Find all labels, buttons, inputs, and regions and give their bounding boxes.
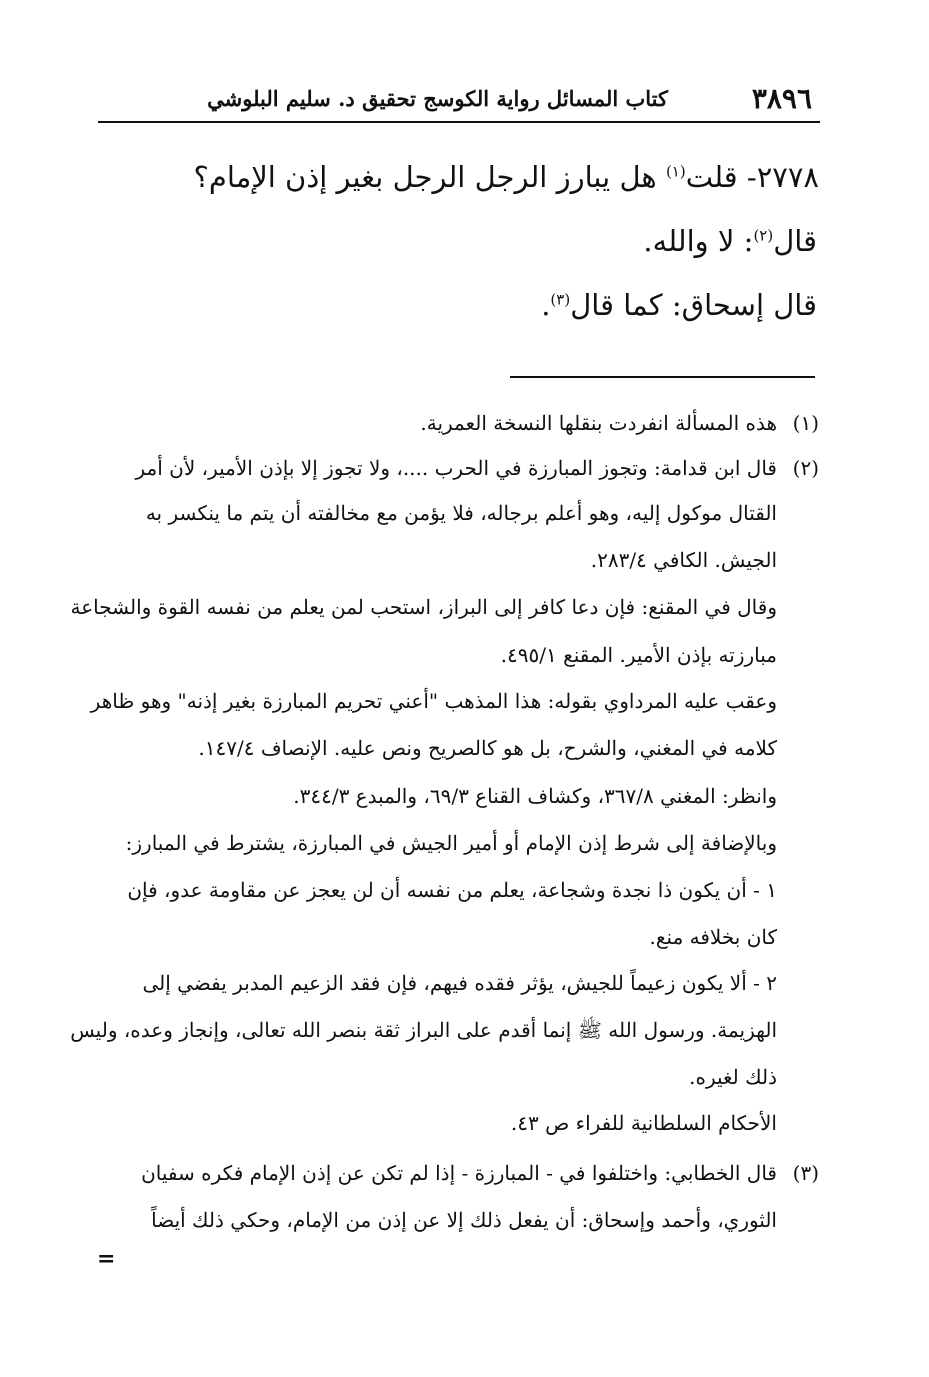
page-header <box>98 76 818 116</box>
continuation-mark: = <box>97 1246 116 1272</box>
footnote-number: (٣) <box>792 1161 819 1185</box>
answer-text: قال <box>773 224 817 258</box>
footnote-number: (١) <box>792 411 819 435</box>
question-text-rest: هل يبارز الرجل الرجل بغير إذن الإمام؟ <box>193 160 666 194</box>
answer-line <box>643 224 817 258</box>
footnote-text: الثوري، وأحمد وإسحاق: أن يفعل ذلك إلا عن إذن من الإمام، وحكي ذلك أيضاً <box>151 1208 777 1232</box>
footnote-text: القتال موكول إليه، وهو أعلم برجاله، فلا يؤمن مع مخالفته أن يتم ما ينكسر به <box>145 501 777 525</box>
footnote-text: الأحكام السلطانية للفراء ص ٤٣. <box>510 1111 777 1135</box>
answer-text-rest: : لا والله. <box>643 224 754 258</box>
footnote-text: وانظر: المغني ٣٦٧/٨، وكشاف القناع ٦٩/٣، والمبدع ٣٤٤/٣. <box>293 784 777 808</box>
footnote-text: وبالإضافة إلى شرط إذن الإمام أو أمير الجيش في المبارزة، يشترط في المبارز: <box>125 831 777 855</box>
footnote-text: مبارزته بإذن الأمير. المقنع ٤٩٥/١. <box>500 643 777 667</box>
footnote-text: ذلك لغيره. <box>689 1065 777 1089</box>
footnote-text: كان بخلافه منع. <box>649 925 777 949</box>
page-number: ٣٨٩٦ <box>751 82 812 115</box>
footnote-text: قال الخطابي: واختلفوا في - المبارزة - إذا لم تكن عن إذن الإمام فكره سفيان <box>141 1161 777 1185</box>
ishaq-text: قال إسحاق: كما قال <box>570 288 817 322</box>
footnote-text: الجيش. الكافي ٢٨٣/٤. <box>590 548 777 572</box>
footnote-text: الهزيمة. ورسول الله ﷺ إنما أقدم على البراز ثقة بنصر الله تعالى، وإنجاز وعده، وليس <box>70 1018 777 1042</box>
footnote-number: (٢) <box>792 456 819 480</box>
footnote-text: وقال في المقنع: فإن دعا كافر إلى البراز، استحب لمن يعلم من نفسه القوة والشجاعة <box>70 595 777 619</box>
running-title: كتاب المسائل رواية الكوسج تحقيق د. سليم البلوشي <box>207 86 668 111</box>
footnote-ref-2: (٢) <box>753 226 774 245</box>
footnote-ref-3: (٣) <box>550 290 571 309</box>
footnote-text: قال ابن قدامة: وتجوز المبارزة في الحرب ....، ولا تجوز إلا بإذن الأمير، لأن أمر <box>135 456 777 480</box>
question-line-1 <box>194 160 819 194</box>
ishaq-line <box>541 288 817 322</box>
footnote-ref-1: (١) <box>665 162 686 181</box>
question-text: ٢٧٧٨- قلت <box>685 160 819 194</box>
footnote-text: وعقب عليه المرداوي بقوله: هذا المذهب "أعني تحريم المبارزة بغير إذنه" وهو ظاهر <box>90 689 777 713</box>
footnote-divider <box>510 376 815 378</box>
footnote-text: ٢ - ألا يكون زعيماً للجيش، يؤثر فقده فيهم، فإن فقد الزعيم المدبر يفضي إلى <box>142 971 777 995</box>
header-divider <box>98 121 820 123</box>
ishaq-text-rest: . <box>541 288 551 322</box>
footnote-text: كلامه في المغني، والشرح، بل هو كالصريح ونص عليه. الإنصاف ١٤٧/٤. <box>198 736 777 760</box>
footnote-text: هذه المسألة انفردت بنقلها النسخة العمرية. <box>420 411 777 435</box>
footnote-text: ١ - أن يكون ذا نجدة وشجاعة، يعلم من نفسه أن لن يعجز عن مقاومة عدو، فإن <box>127 878 777 902</box>
